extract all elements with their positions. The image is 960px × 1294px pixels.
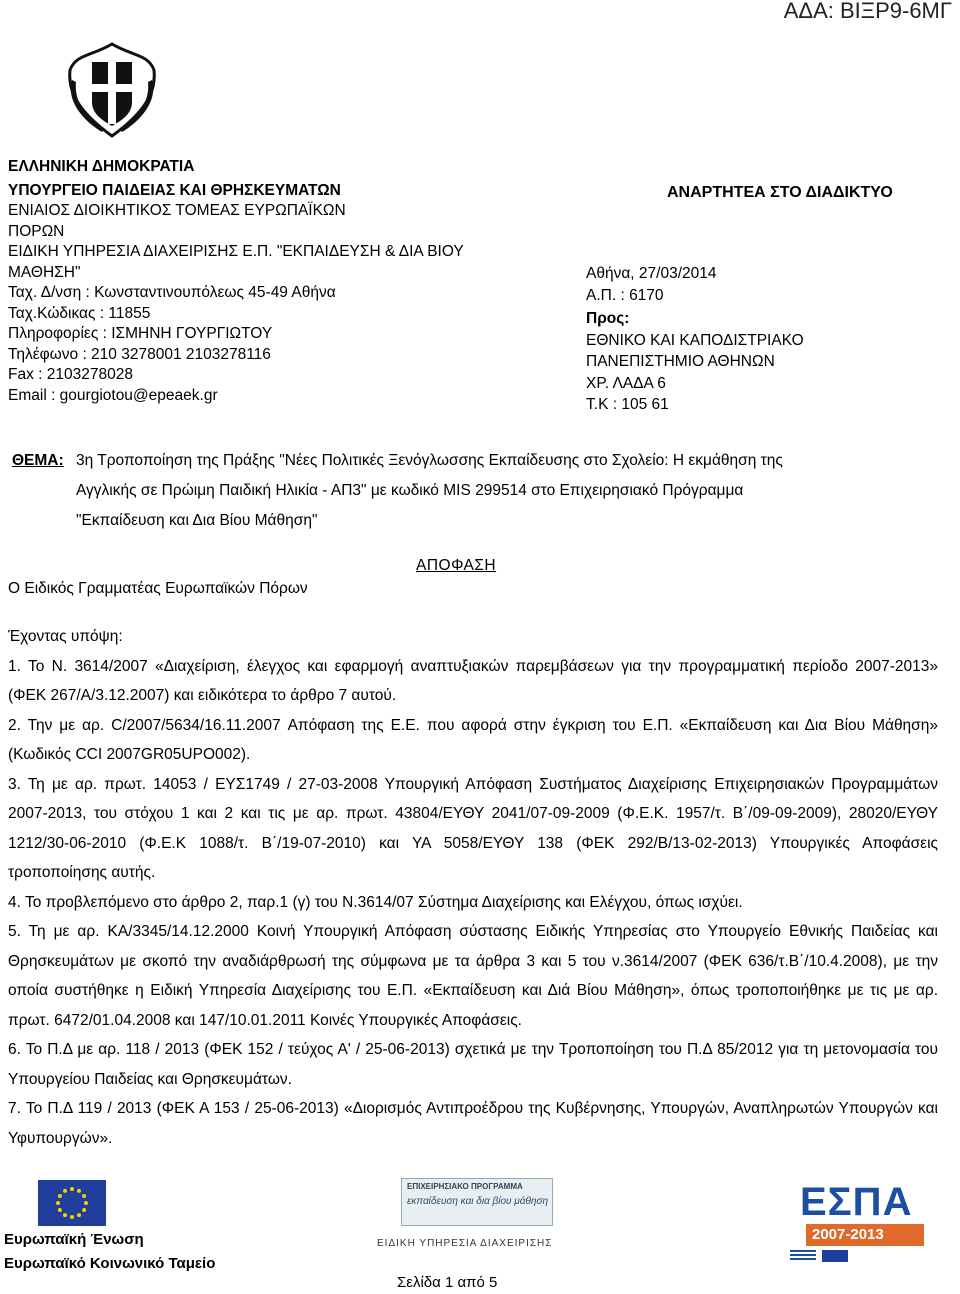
list-item: 2. Την με αρ. C/2007/5634/16.11.2007 Απόφαση της Ε.Ε. που αφορά στην έγκριση του Ε.Π. «Εκπαίδευση και Δια Βίου Μάθηση» (Κωδικός CCI 2007GR05UPO002). — [8, 716, 938, 763]
eu-star-icon — [82, 1194, 86, 1198]
header-line-fax: Fax : 2103278028 — [8, 366, 133, 383]
list-item: 1. Το Ν. 3614/2007 «Διαχείριση, έλεγχος και εφαρμογή αναπτυξιακών παρεμβάσεων για την προγραμματική περίοδο 2007-2013» (ΦΕΚ 267/Α/3.12.2007) και ειδικότερα το άρθρο 7 αυτού. — [8, 657, 938, 704]
recipient-line-4: Τ.Κ : 105 61 — [586, 396, 669, 413]
eu-star-icon — [63, 1189, 67, 1193]
list-item: 4. Το προβλεπόμενο στο άρθρο 2, παρ.1 (γ) του Ν.3614/07 Σύστημα Διαχείρισης και Ελέγχου, όπως ισχύει. — [8, 893, 743, 911]
eu-star-icon — [77, 1189, 81, 1193]
eu-star-icon — [82, 1208, 86, 1212]
eu-star-icon — [58, 1208, 62, 1212]
recipient-line-2: ΠΑΝΕΠΙΣΤΗΜΙΟ ΑΘΗΝΩΝ — [586, 353, 775, 370]
eu-star-icon — [58, 1194, 62, 1198]
list-item: 7. Το Π.Δ 119 / 2013 (ΦΕΚ Α 153 / 25-06-2013) «Διορισμός Αντιπροέδρου της Κυβέρνησης, Υπουργών, Αναπληρωτών Υπουργών και Υφυπουργών». — [8, 1100, 938, 1147]
document-body — [8, 622, 938, 1153]
recipient-block — [586, 263, 804, 416]
espa-name: ΕΣΠΑ — [800, 1180, 913, 1224]
greek-flag-icon — [790, 1250, 816, 1262]
header-line-email[interactable]: Email : gourgiotou@epeaek.gr — [8, 386, 218, 404]
body-intro: Έχοντας υπόψη: — [8, 628, 123, 645]
eu-flag-logo — [38, 1180, 106, 1226]
subject-label: ΘΕΜΑ: — [12, 452, 64, 469]
sender-header — [8, 157, 528, 406]
eu-star-icon — [63, 1213, 67, 1217]
subject-line-2: Αγγλικής σε Πρώιμη Παιδική Ηλικία - ΑΠ3" με κωδικό MIS 299514 στο Επιχειρησιακό Πρόγραμμα — [76, 482, 744, 499]
eu-star-icon — [70, 1187, 74, 1191]
header-line-postcode: Ταχ.Κώδικας : 11855 — [8, 304, 151, 322]
subject-line-3: "Εκπαίδευση και Δια Βίου Μάθηση" — [76, 512, 318, 529]
header-line-service-2: ΜΑΘΗΣΗ" — [8, 263, 81, 281]
eu-union-label: Ευρωπαϊκή Ένωση — [4, 1231, 144, 1248]
header-line-address: Ταχ. Δ/νση : Κωνσταντινουπόλεως 45-49 Αθήνα — [8, 284, 336, 301]
eu-flag-small-icon — [822, 1250, 848, 1262]
header-line-phone: Τηλέφωνο : 210 3278001 2103278116 — [8, 345, 271, 363]
header-line-republic: ΕΛΛΗΝΙΚΗ ΔΗΜΟΚΡΑΤΙΑ — [8, 158, 195, 175]
header-line-ministry: ΥΠΟΥΡΓΕΙΟ ΠΑΙΔΕΙΑΣ ΚΑΙ ΘΡΗΣΚΕΥΜΑΤΩΝ — [8, 181, 341, 199]
esf-label: Ευρωπαϊκό Κοινωνικό Ταμείο — [4, 1255, 216, 1272]
list-item: 3. Τη με αρ. πρωτ. 14053 / ΕΥΣ1749 / 27-03-2008 Υπουργική Απόφαση Συστήματος Διαχείρισης Επιχειρησιακών Προγραμμάτων 2007-2013, του στόχου 1 και 2 και τις με αρ. πρωτ. 43804/ΕΥΘΥ 2041/07-09-2009 (Φ.Ε.Κ. 1957/τ. Β΄/09-09-2009), 28020/ΕΥΘΥ 1212/30-06-2010 (Φ.Ε.Κ 1088/τ. Β΄/19-07-2010) και ΥΑ 5058/ΕΥΘΥ 138 (ΦΕΚ 292/Β/13-02-2013) Υπουργικές Αποφάσεις τροποποίησης αυτής. — [8, 775, 938, 881]
decision-title: ΑΠΟΦΑΣΗ — [416, 557, 497, 574]
header-line-sector-2: ΠΟΡΩΝ — [8, 222, 65, 240]
espa-years: 2007-2013 — [812, 1226, 884, 1243]
list-item: 5. Τη με αρ. ΚΑ/3345/14.12.2000 Κοινή Υπουργική Απόφαση σύστασης Ειδικής Υπηρεσίας στο Υπουργείο Εθνικής Παιδείας και Θρησκευμάτων με σκοπό την αναδιάρθρωσή της σύμφωνα με τα άρθρα 3 και 5 του ν.3614/2007 (ΦΕΚ 636/τ.Β΄/10.4.2008), με την οποία συστήθηκε η Ειδική Υπηρεσία Διαχείρισης του Ε.Π. «Εκπαίδευση και Διά Βίου Μάθηση», όπως τροποποιήθηκε με τις με αρ. πρωτ. 6472/01.04.2008 και 147/10.01.2011 Κοινές Υπουργικές Αποφάσεις. — [8, 923, 938, 1029]
espa-logo — [778, 1180, 928, 1262]
op-logo-line-3: ΕΙΔΙΚΗ ΥΠΗΡΕΣΙΑ ΔΙΑΧΕΙΡΙΣΗΣ — [377, 1238, 553, 1249]
issuer-title: Ο Ειδικός Γραμματέας Ευρωπαϊκών Πόρων — [8, 580, 308, 597]
page-number: Σελίδα 1 από 5 — [397, 1274, 498, 1291]
eu-star-icon — [70, 1215, 74, 1219]
op-logo-line-2: εκπαίδευση και δια βίου μάθηση — [407, 1196, 549, 1207]
eu-star-icon — [56, 1201, 60, 1205]
header-line-info: Πληροφορίες : ΙΣΜΗΝΗ ΓΟΥΡΓΙΩΤΟΥ — [8, 325, 273, 342]
header-line-sector: ΕΝΙΑΙΟΣ ΔΙΟΙΚΗΤΙΚΟΣ ΤΟΜΕΑΣ ΕΥΡΩΠΑΪΚΩΝ — [8, 202, 346, 219]
eu-star-icon — [84, 1201, 88, 1205]
eu-star-icon — [77, 1213, 81, 1217]
recipient-line-1: ΕΘΝΙΚΟ ΚΑΙ ΚΑΠΟΔΙΣΤΡΙΑΚΟ — [586, 331, 804, 349]
subject-line-1: 3η Τροποποίηση της Πράξης "Νέες Πολιτικές Ξενόγλωσσης Εκπαίδευσης στο Σχολείο: Η εκμάθηση της — [76, 452, 783, 469]
publish-online-notice: ΑΝΑΡΤΗΤΕΑ ΣΤΟ ΔΙΑΔΙΚΤΥΟ — [667, 184, 893, 201]
document-date: Αθήνα, 27/03/2014 — [586, 265, 717, 282]
subject-block — [12, 446, 942, 536]
to-label: Προς: — [586, 310, 630, 327]
protocol-number: Α.Π. : 6170 — [586, 286, 664, 304]
header-line-service: ΕΙΔΙΚΗ ΥΠΗΡΕΣΙΑ ΔΙΑΧΕΙΡΙΣΗΣ Ε.Π. "ΕΚΠΑΙΔΕΥΣΗ & ΔΙΑ ΒΙΟΥ — [8, 243, 464, 260]
op-education-logo — [373, 1178, 583, 1258]
greek-coat-of-arms-logo — [62, 40, 162, 140]
eu-funding-text — [4, 1228, 215, 1276]
list-item: 6. Το Π.Δ με αρ. 118 / 2013 (ΦΕΚ 152 / τεύχος Α' / 25-06-2013) σχετικά με την Τροποποίηση του Π.Δ 85/2012 για τη μετονομασία του Υπουργείου Παιδείας και Θρησκευμάτων. — [8, 1041, 938, 1088]
ada-code: ΑΔΑ: ΒΙΞΡ9-6ΜΓ — [783, 0, 952, 23]
recipient-line-3: ΧΡ. ΛΑΔΑ 6 — [586, 374, 666, 392]
op-logo-line-1: ΕΠΙΧΕΙΡΗΣΙΑΚΟ ΠΡΟΓΡΑΜΜΑ — [407, 1182, 523, 1191]
